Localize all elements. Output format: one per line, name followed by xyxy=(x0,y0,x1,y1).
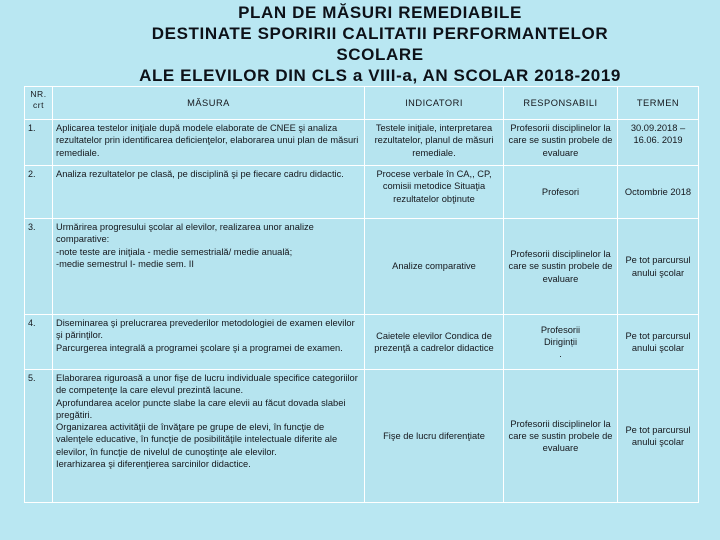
measure-cell: Aplicarea testelor iniţiale după modele elaborate de CNEE şi analiza rezultatelor prin identificarea deficienţelor, elaborarea unui plan de măsuri remediale. xyxy=(53,120,365,166)
header-masura: MĂSURA xyxy=(53,87,365,120)
title-line-3: SCOLARE xyxy=(336,45,424,64)
remedial-plan-table xyxy=(24,86,699,503)
measure-line: -note teste are iniţiala - medie semestrială/ medie anuală; xyxy=(56,246,293,257)
indicators-cell: Fişe de lucru diferenţiate xyxy=(365,370,504,503)
row-number: 2. xyxy=(25,166,53,219)
measure-line: -medie semestrul I- medie sem. II xyxy=(56,258,194,269)
table-row xyxy=(25,219,699,315)
responsible-cell: Profesorii disciplinelor la care se sustin probele de evaluare xyxy=(504,120,618,166)
indicators-cell: Analize comparative xyxy=(365,219,504,315)
responsible-cell: Profesorii disciplinelor la care se sustin probele de evaluare xyxy=(504,370,618,503)
table-row xyxy=(25,120,699,166)
header-termen: TERMEN xyxy=(618,87,699,120)
page-title xyxy=(40,2,720,84)
header-nr: NR. crt xyxy=(25,87,53,120)
measure-cell xyxy=(53,219,365,315)
row-number: 1. xyxy=(25,120,53,166)
measure-line: Urmărirea progresului şcolar al elevilor, realizarea unor analize comparative: xyxy=(56,222,314,245)
header-indicatori: INDICATORI xyxy=(365,87,504,120)
deadline-cell: Octombrie 2018 xyxy=(618,166,699,219)
table-row xyxy=(25,315,699,370)
responsible-cell: Profesorii disciplinelor la care se sustin probele de evaluare xyxy=(504,219,618,315)
measure-line: Aprofundarea acelor puncte slabe la care elevii au făcut dovada slabei pregătiri. xyxy=(56,397,346,420)
table-header-row xyxy=(25,87,699,120)
title-line-1: PLAN DE MĂSURI REMEDIABILE xyxy=(238,3,522,22)
responsible-cell: Profesori xyxy=(504,166,618,219)
deadline-cell: 30.09.2018 – 16.06. 2019 xyxy=(618,120,699,166)
indicators-cell: Testele iniţiale, interpretarea rezultatelor, planul de măsuri remediale. xyxy=(365,120,504,166)
row-number: 5. xyxy=(25,370,53,503)
title-line-2: DESTINATE SPORIRII CALITATII PERFORMANTELOR xyxy=(151,24,609,43)
table-row xyxy=(25,370,699,503)
table-row xyxy=(25,166,699,219)
measure-line: Organizarea activităţii de învăţare pe grupe de elevi, în funcţie de valenţele educative, în funcţie de posibilităţile intelectuale diferite ale elevilor, în funcţie de nivelul de cunoştinţe ale elevilor. xyxy=(56,422,338,457)
indicators-cell: Caietele elevilor Condica de prezenţă a cadrelor didactice xyxy=(365,315,504,370)
responsible-cell xyxy=(504,315,618,370)
responsible-line: Diriginții xyxy=(543,336,578,347)
measure-cell xyxy=(53,370,365,503)
deadline-cell: Pe tot parcursul anului şcolar xyxy=(618,315,699,370)
measure-cell xyxy=(53,315,365,370)
measure-line: Parcurgerea integrală a programei şcolare şi a programei de examen. xyxy=(56,342,343,353)
deadline-cell: Pe tot parcursul anului şcolar xyxy=(618,370,699,503)
row-number: 4. xyxy=(25,315,53,370)
indicators-cell: Procese verbale în CA,, CP, comisii metodice Situaţia rezultatelor obţinute xyxy=(365,166,504,219)
measure-line: Elaborarea riguroasă a unor fişe de lucru individuale specifice categoriilor de competenţe la care elevul prezintă lacune. xyxy=(56,373,358,396)
measure-line: Diseminarea şi prelucrarea prevederilor metodologiei de examen elevilor şi părinţilor. xyxy=(56,318,355,341)
title-line-4: ALE ELEVILOR DIN CLS a VIII-a, AN SCOLAR 2018-2019 xyxy=(139,66,621,84)
deadline-cell: Pe tot parcursul anului şcolar xyxy=(618,219,699,315)
responsible-line: Profesorii xyxy=(540,324,581,335)
measure-cell: Analiza rezultatelor pe clasă, pe disciplină şi pe fiecare cadru didactic. xyxy=(53,166,365,219)
responsible-line: . xyxy=(559,349,562,360)
row-number: 3. xyxy=(25,219,53,315)
header-responsabili: RESPONSABILI xyxy=(504,87,618,120)
measure-line: Ierarhizarea şi diferenţierea sarcinilor didactice. xyxy=(56,459,251,470)
